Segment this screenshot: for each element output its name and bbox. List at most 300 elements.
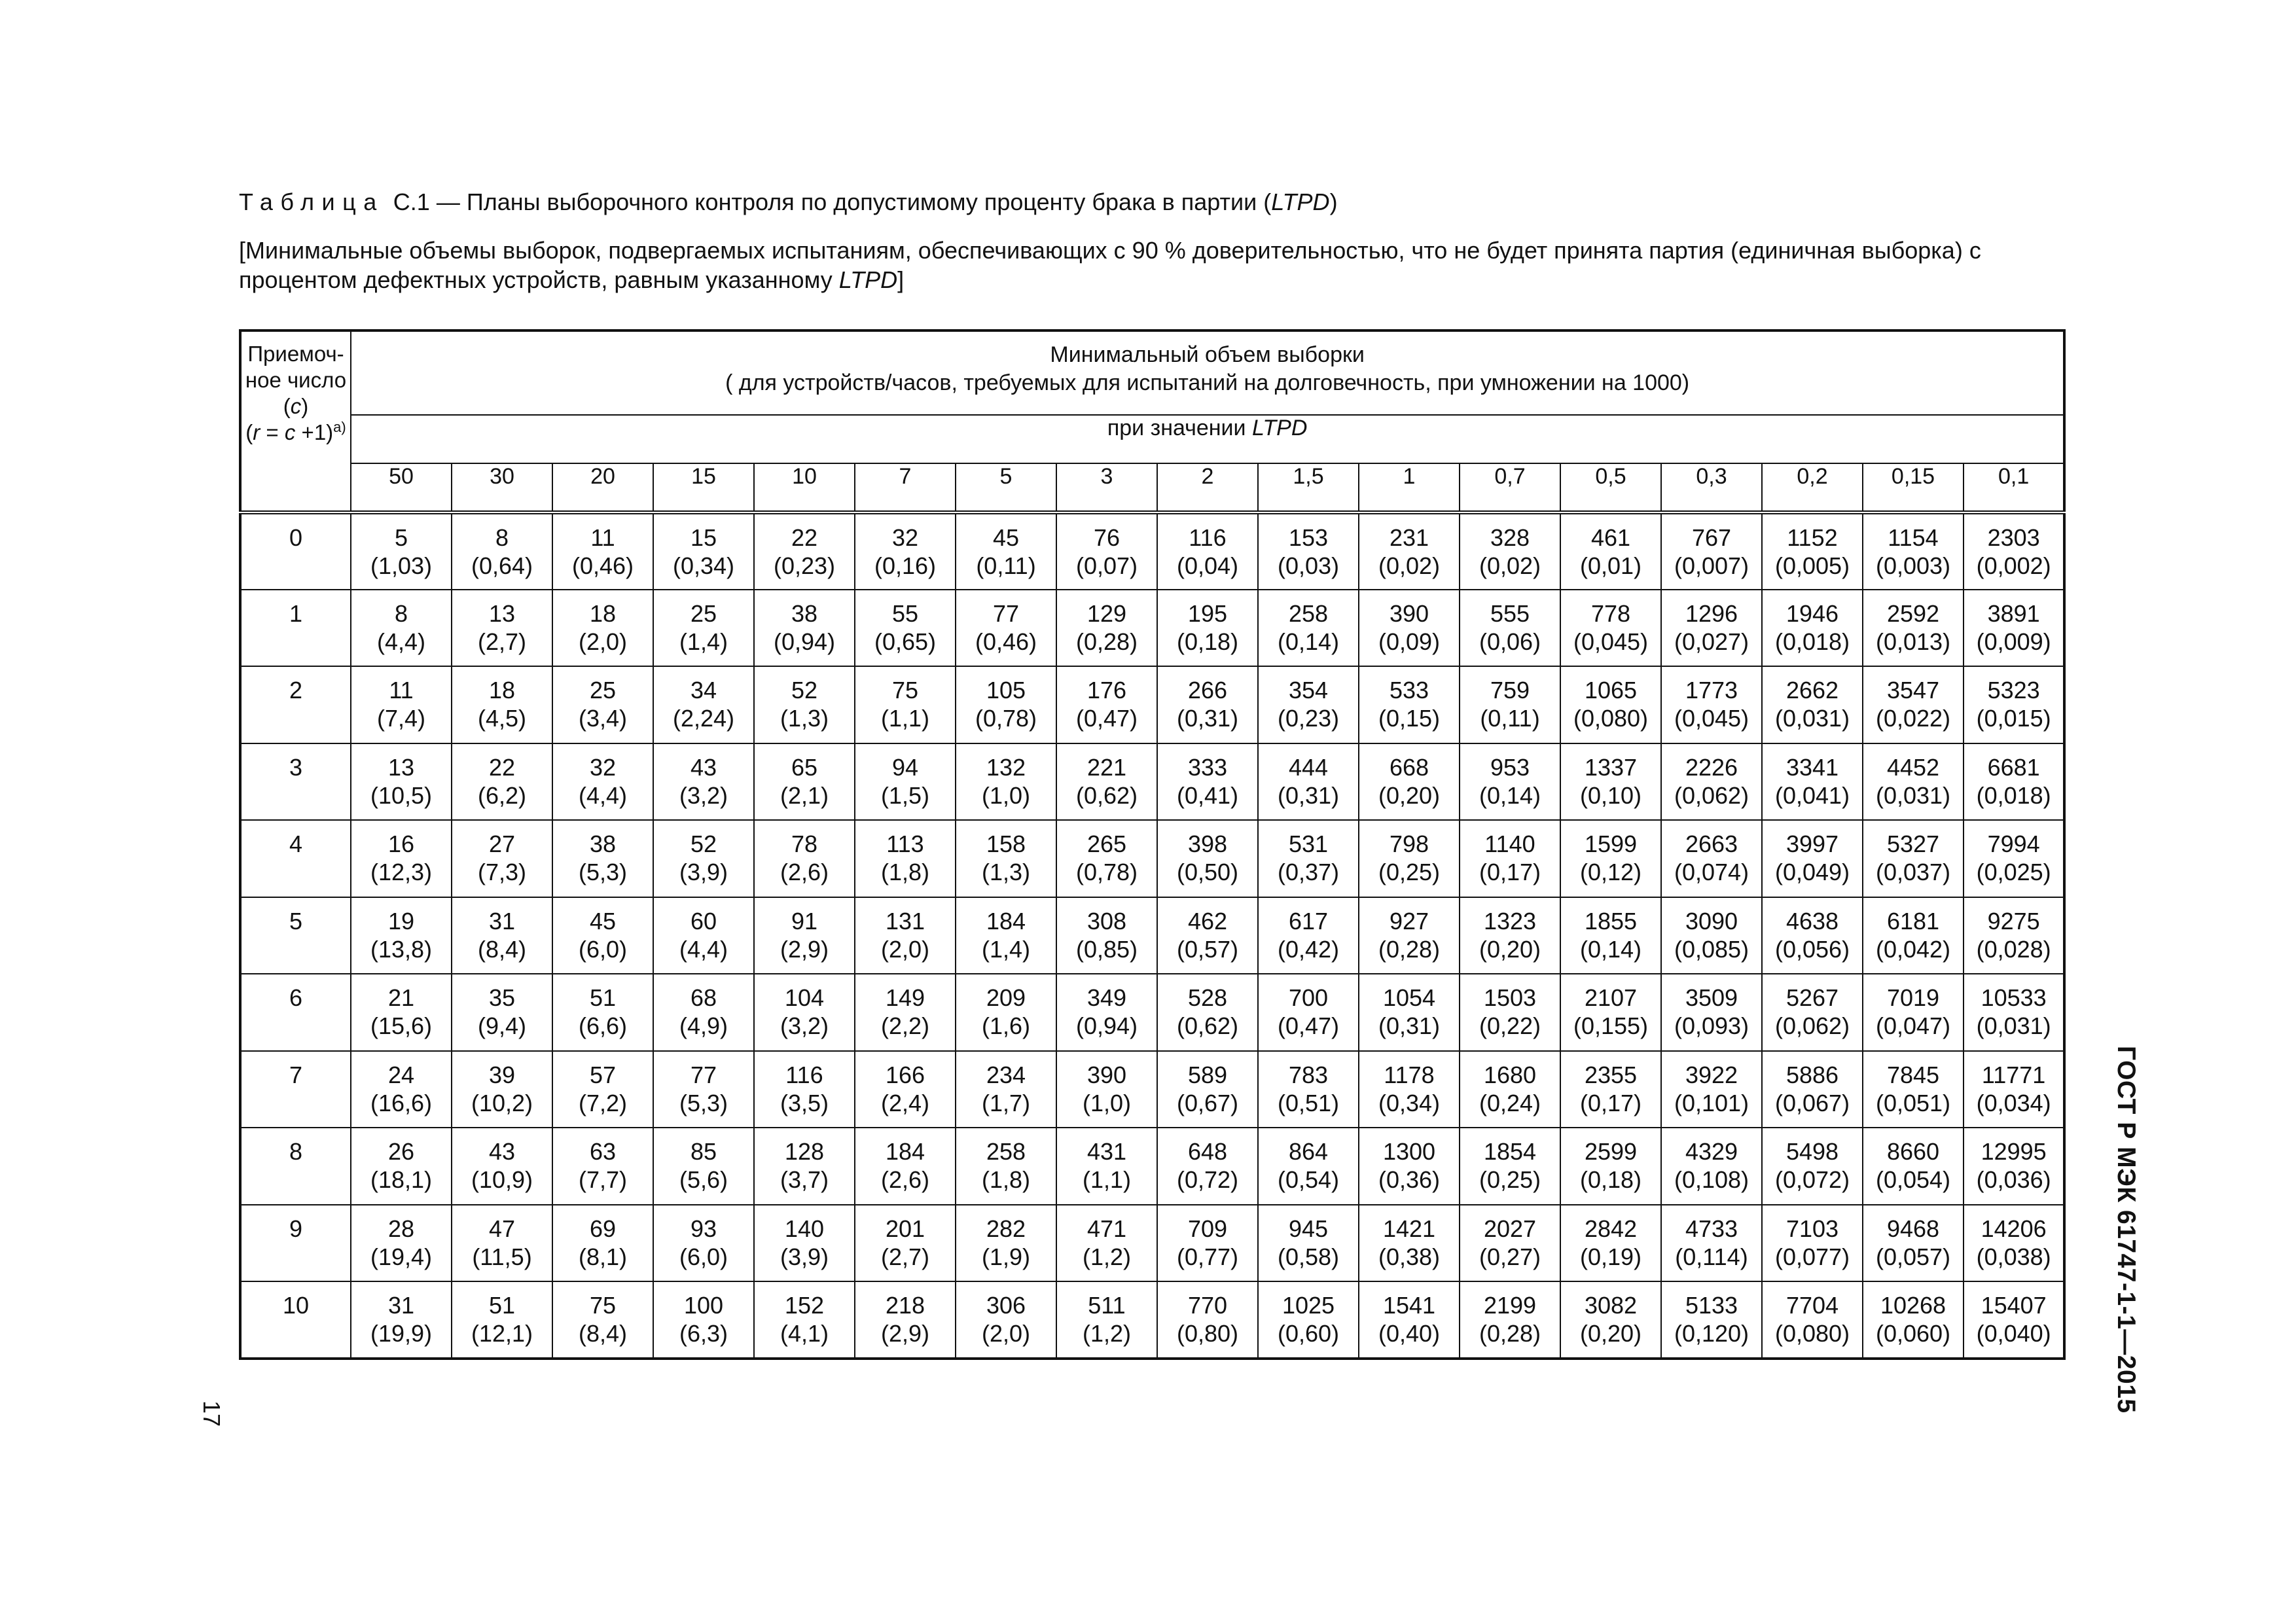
defect-percent-value: (2,0) xyxy=(880,935,930,963)
sample-size-value: 19 xyxy=(387,907,415,935)
sample-size-header xyxy=(351,330,2064,415)
sample-size-value: 1296 xyxy=(1685,599,1738,627)
defect-percent-value: (6,2) xyxy=(477,781,527,809)
defect-percent-value: (0,62) xyxy=(1176,1012,1239,1039)
sample-size-cell xyxy=(1157,743,1258,821)
sample-size-value: 7994 xyxy=(1987,830,2040,857)
sample-size-cell xyxy=(956,1128,1056,1205)
defect-percent-value: (0,94) xyxy=(1075,1012,1138,1039)
ltpd-values-row xyxy=(240,463,2064,512)
sample-size-value: 2663 xyxy=(1685,830,1738,857)
sample-size-value: 195 xyxy=(1187,599,1228,627)
sample-size-cell xyxy=(1661,897,1762,974)
page-number: 17 xyxy=(198,1400,225,1427)
sample-size-value: 28 xyxy=(387,1215,415,1242)
sample-size-value: 11771 xyxy=(1981,1061,2046,1088)
sample-size-value: 1152 xyxy=(1787,524,1838,551)
sample-size-cell xyxy=(351,590,452,667)
defect-percent-value: (0,056) xyxy=(1774,935,1850,963)
equals: = xyxy=(260,420,285,444)
defect-percent-value: (3,9) xyxy=(780,1243,829,1270)
sample-size-cell xyxy=(1964,1281,2064,1359)
acceptance-number-cell: 4 xyxy=(240,820,351,897)
defect-percent-value: (2,7) xyxy=(880,1243,930,1270)
defect-percent-value: (0,50) xyxy=(1176,859,1239,885)
defect-percent-value: (5,6) xyxy=(679,1166,728,1193)
sample-size-value: 45 xyxy=(589,907,617,935)
sample-size-value: 945 xyxy=(1288,1215,1329,1242)
sample-size-value: 24 xyxy=(387,1061,415,1088)
defect-percent-value: (1,2) xyxy=(1082,1320,1132,1347)
defect-percent-value: (0,17) xyxy=(1479,859,1541,885)
defect-percent-value: (3,7) xyxy=(780,1166,829,1193)
sample-size-value: 69 xyxy=(589,1215,617,1242)
defect-percent-value: (0,65) xyxy=(874,628,937,655)
sample-size-value: 1300 xyxy=(1382,1138,1436,1165)
sample-size-value: 26 xyxy=(387,1138,415,1165)
sample-size-cell xyxy=(552,820,653,897)
sample-size-cell xyxy=(956,1051,1056,1128)
sample-size-cell xyxy=(1460,590,1560,667)
defect-percent-value: (0,085) xyxy=(1674,935,1749,963)
defect-percent-value: (12,3) xyxy=(370,859,433,885)
defect-percent-value: (0,11) xyxy=(1480,705,1540,732)
sample-size-cell xyxy=(1762,743,1863,821)
sample-size-cell xyxy=(1661,1051,1762,1128)
sample-size-cell xyxy=(452,666,552,743)
sample-size-cell xyxy=(855,1205,956,1282)
defect-percent-value: (0,034) xyxy=(1976,1089,2051,1116)
defect-percent-value: (0,013) xyxy=(1875,628,1951,655)
sample-size-value: 15 xyxy=(690,524,717,551)
sample-size-cell xyxy=(1258,666,1359,743)
plus-one: +1) xyxy=(295,420,334,444)
defect-percent-value: (0,54) xyxy=(1277,1166,1340,1193)
sample-size-cell xyxy=(1359,897,1460,974)
defect-percent-value: (0,62) xyxy=(1075,781,1138,809)
sample-size-value: 349 xyxy=(1086,984,1127,1011)
sample-size-value: 75 xyxy=(589,1292,617,1319)
sample-size-value: 234 xyxy=(986,1061,1026,1088)
sample-size-value: 176 xyxy=(1086,677,1127,704)
sample-size-value: 52 xyxy=(791,677,818,704)
defect-percent-value: (0,038) xyxy=(1976,1243,2051,1270)
table-subtitle-line2-text: процентом дефектных устройств, равным указанному xyxy=(239,266,839,293)
sample-size-cell xyxy=(1762,1205,1863,1282)
sample-size-value: 7704 xyxy=(1785,1292,1839,1319)
defect-percent-value: (0,077) xyxy=(1774,1243,1850,1270)
defect-percent-value: (0,072) xyxy=(1774,1166,1850,1193)
defect-percent-value: (0,031) xyxy=(1774,705,1850,732)
sample-size-cell xyxy=(754,743,855,821)
document-standard-id: ГОСТ Р МЭК 61747-1-1—2015 xyxy=(2112,1046,2140,1414)
sample-size-value: 152 xyxy=(784,1292,825,1319)
defect-percent-value: (0,23) xyxy=(1277,705,1340,732)
sample-size-cell xyxy=(855,820,956,897)
sample-size-cell xyxy=(351,1051,452,1128)
sample-size-value: 2842 xyxy=(1584,1215,1638,1242)
sample-size-value: 770 xyxy=(1187,1292,1228,1319)
sample-size-cell xyxy=(855,1128,956,1205)
sample-size-cell xyxy=(1258,1205,1359,1282)
sample-size-cell xyxy=(855,897,956,974)
defect-percent-value: (0,093) xyxy=(1674,1012,1749,1039)
footnote-marker: а) xyxy=(333,419,346,435)
sample-size-value: 85 xyxy=(690,1138,717,1165)
defect-percent-value: (0,57) xyxy=(1176,935,1239,963)
sample-size-cell xyxy=(1157,1051,1258,1128)
sample-size-value: 1421 xyxy=(1382,1215,1436,1242)
sample-size-value: 258 xyxy=(1288,599,1329,627)
sample-size-value: 533 xyxy=(1389,677,1429,704)
sample-size-cell xyxy=(1964,1128,2064,1205)
acceptance-number-cell: 1 xyxy=(240,590,351,667)
sample-size-value: 7845 xyxy=(1886,1061,1940,1088)
sample-size-value: 11 xyxy=(590,524,615,551)
defect-percent-value: (4,5) xyxy=(477,705,527,732)
sample-size-value: 166 xyxy=(885,1061,925,1088)
defect-percent-value: (1,2) xyxy=(1082,1243,1132,1270)
defect-percent-value: (0,80) xyxy=(1176,1320,1239,1347)
sample-size-value: 333 xyxy=(1187,753,1228,781)
sample-size-value: 93 xyxy=(690,1215,717,1242)
sample-size-value: 4733 xyxy=(1685,1215,1738,1242)
table-row xyxy=(240,512,2064,590)
sample-size-cell xyxy=(754,1051,855,1128)
sample-size-cell xyxy=(1460,1128,1560,1205)
sample-size-cell xyxy=(754,1128,855,1205)
sample-size-value: 7103 xyxy=(1785,1215,1839,1242)
table-subtitle-close: ] xyxy=(897,266,905,293)
sample-size-value: 5886 xyxy=(1785,1061,1839,1088)
sample-size-cell xyxy=(351,897,452,974)
sample-size-value: 864 xyxy=(1288,1138,1329,1165)
sample-size-cell xyxy=(1157,666,1258,743)
sample-size-cell xyxy=(552,590,653,667)
sample-size-value: 265 xyxy=(1086,830,1127,857)
acceptance-number-cell: 0 xyxy=(240,512,351,590)
sample-size-cell xyxy=(1157,512,1258,590)
sample-size-cell xyxy=(1762,820,1863,897)
defect-percent-value: (5,3) xyxy=(679,1089,728,1116)
sample-size-value: 5133 xyxy=(1685,1292,1738,1319)
defect-percent-value: (0,025) xyxy=(1976,859,2051,885)
sample-size-value: 22 xyxy=(488,753,516,781)
sample-size-value: 22 xyxy=(791,524,818,551)
sample-size-cell xyxy=(1460,1205,1560,1282)
sample-size-cell xyxy=(552,743,653,821)
sample-size-value: 5327 xyxy=(1886,830,1940,857)
sample-size-value: 128 xyxy=(784,1138,825,1165)
sample-size-cell xyxy=(1460,1281,1560,1359)
sample-size-value: 104 xyxy=(784,984,825,1011)
sample-size-cell xyxy=(1560,974,1661,1051)
table-row xyxy=(240,590,2064,667)
defect-percent-value: (0,78) xyxy=(975,705,1037,732)
sample-size-cell xyxy=(754,590,855,667)
sample-size-cell xyxy=(754,1281,855,1359)
sample-size-value: 21 xyxy=(387,984,415,1011)
sample-size-cell xyxy=(653,820,754,897)
defect-percent-value: (0,02) xyxy=(1378,552,1441,579)
sample-size-cell xyxy=(1762,974,1863,1051)
sample-size-value: 2199 xyxy=(1483,1292,1537,1319)
ltpd-value-header: 7 xyxy=(855,463,956,512)
table-subtitle-line1: [Минимальные объемы выборок, подвергаемых испытаниям, обеспечивающих с 90 % доверительностью, что не будет принята партия (единичная выборка) с xyxy=(239,237,1981,264)
sample-size-value: 258 xyxy=(986,1138,1026,1165)
defect-percent-value: (1,4) xyxy=(679,628,728,655)
sample-size-value: 3341 xyxy=(1785,753,1839,781)
sample-size-value: 13 xyxy=(387,753,415,781)
sample-size-value: 5323 xyxy=(1987,677,2040,704)
sample-size-cell xyxy=(1964,512,2064,590)
sample-size-header-line2: ( для устройств/часов, требуемых для испытаний на долговечность, при умножении на 1000) xyxy=(725,370,1690,395)
acceptance-header-line1: Приемоч- xyxy=(247,342,344,366)
sample-size-value: 47 xyxy=(488,1215,516,1242)
sample-size-value: 3922 xyxy=(1685,1061,1738,1088)
sample-size-cell xyxy=(552,1281,653,1359)
sample-size-cell xyxy=(1460,743,1560,821)
defect-percent-value: (0,46) xyxy=(975,628,1037,655)
defect-percent-value: (0,060) xyxy=(1875,1320,1951,1347)
sample-size-cell xyxy=(1056,897,1157,974)
sample-size-cell xyxy=(1258,897,1359,974)
defect-percent-value: (0,20) xyxy=(1579,1320,1642,1347)
defect-percent-value: (1,1) xyxy=(1082,1166,1132,1193)
sample-size-cell xyxy=(552,897,653,974)
sample-size-value: 1323 xyxy=(1483,907,1537,935)
sample-size-cell xyxy=(1460,666,1560,743)
defect-percent-value: (0,018) xyxy=(1976,781,2051,809)
sample-size-value: 2027 xyxy=(1483,1215,1537,1242)
defect-percent-value: (0,002) xyxy=(1976,552,2051,579)
acceptance-header-r xyxy=(242,419,350,446)
sample-size-value: 5 xyxy=(394,524,408,551)
table-title-ltpd: LTPD xyxy=(1271,188,1330,215)
defect-percent-value: (1,8) xyxy=(981,1166,1031,1193)
defect-percent-value: (2,2) xyxy=(880,1012,930,1039)
defect-percent-value: (0,51) xyxy=(1277,1089,1340,1116)
sample-size-cell xyxy=(1863,590,1964,667)
sample-size-cell xyxy=(1560,1128,1661,1205)
defect-percent-value: (0,46) xyxy=(571,552,634,579)
defect-percent-value: (0,040) xyxy=(1976,1320,2051,1347)
sample-size-cell xyxy=(452,590,552,667)
sample-size-cell xyxy=(1056,1128,1157,1205)
sample-size-cell xyxy=(452,1128,552,1205)
table-title xyxy=(239,188,1338,217)
sample-size-value: 266 xyxy=(1187,677,1228,704)
acceptance-number-cell: 9 xyxy=(240,1205,351,1282)
sample-size-value: 132 xyxy=(986,753,1026,781)
defect-percent-value: (11,5) xyxy=(472,1243,532,1270)
ltpd-value-header: 3 xyxy=(1056,463,1157,512)
defect-percent-value: (1,4) xyxy=(981,935,1031,963)
sample-size-cell xyxy=(1258,590,1359,667)
sample-size-cell xyxy=(1056,666,1157,743)
sample-size-cell xyxy=(1157,590,1258,667)
defect-percent-value: (0,14) xyxy=(1479,781,1541,809)
sample-size-value: 783 xyxy=(1288,1061,1329,1088)
defect-percent-value: (1,6) xyxy=(981,1012,1031,1039)
sample-size-cell xyxy=(351,743,452,821)
sample-size-cell xyxy=(552,666,653,743)
defect-percent-value: (0,108) xyxy=(1674,1166,1749,1193)
sample-size-value: 113 xyxy=(886,830,924,857)
sample-size-cell xyxy=(1661,743,1762,821)
defect-percent-value: (0,007) xyxy=(1674,552,1749,579)
sample-size-cell xyxy=(1157,820,1258,897)
sample-size-value: 1541 xyxy=(1382,1292,1436,1319)
sample-size-value: 617 xyxy=(1288,907,1329,935)
sample-size-cell xyxy=(754,512,855,590)
sample-size-value: 184 xyxy=(885,1138,925,1165)
sample-size-cell xyxy=(855,974,956,1051)
defect-percent-value: (3,9) xyxy=(679,859,728,885)
sample-size-value: 709 xyxy=(1187,1215,1228,1242)
table-row xyxy=(240,1281,2064,1359)
defect-percent-value: (0,41) xyxy=(1176,781,1239,809)
defect-percent-value: (6,0) xyxy=(679,1243,728,1270)
sample-size-cell xyxy=(1258,1281,1359,1359)
defect-percent-value: (8,1) xyxy=(578,1243,628,1270)
sample-size-value: 4638 xyxy=(1785,907,1839,935)
sample-size-cell xyxy=(351,1128,452,1205)
sample-size-cell xyxy=(653,1051,754,1128)
sample-size-cell xyxy=(1359,1128,1460,1205)
sample-size-cell xyxy=(1762,1281,1863,1359)
defect-percent-value: (0,72) xyxy=(1176,1166,1239,1193)
sample-size-value: 927 xyxy=(1389,907,1429,935)
sample-size-value: 11 xyxy=(389,677,414,704)
defect-percent-value: (2,7) xyxy=(477,628,527,655)
defect-percent-value: (16,6) xyxy=(370,1089,433,1116)
defect-percent-value: (0,15) xyxy=(1378,705,1441,732)
sample-size-cell xyxy=(351,1205,452,1282)
sample-size-value: 16 xyxy=(387,830,415,857)
table-title-label: Таблица xyxy=(239,188,384,215)
sample-size-cell xyxy=(653,1281,754,1359)
sample-size-cell xyxy=(1964,743,2064,821)
sample-size-cell xyxy=(452,743,552,821)
ltpd-value-header: 10 xyxy=(754,463,855,512)
sample-size-cell xyxy=(452,974,552,1051)
sample-size-cell xyxy=(1056,1205,1157,1282)
sample-size-cell xyxy=(653,512,754,590)
sample-size-value: 221 xyxy=(1086,753,1127,781)
sample-size-value: 1773 xyxy=(1685,677,1738,704)
sample-size-cell xyxy=(1560,897,1661,974)
sample-size-value: 2303 xyxy=(1987,524,2040,551)
defect-percent-value: (0,015) xyxy=(1976,705,2051,732)
defect-percent-value: (0,01) xyxy=(1579,552,1642,579)
sample-size-cell xyxy=(754,974,855,1051)
sample-size-cell xyxy=(1964,820,2064,897)
sample-size-cell xyxy=(653,974,754,1051)
sample-size-cell xyxy=(1964,590,2064,667)
defect-percent-value: (0,027) xyxy=(1674,628,1749,655)
sample-size-cell xyxy=(1056,820,1157,897)
defect-percent-value: (0,037) xyxy=(1875,859,1951,885)
sample-size-cell xyxy=(1964,1051,2064,1128)
sample-size-cell xyxy=(351,820,452,897)
defect-percent-value: (1,5) xyxy=(880,781,930,809)
table-row xyxy=(240,1205,2064,1282)
sample-size-cell xyxy=(1258,1051,1359,1128)
acceptance-number-cell: 7 xyxy=(240,1051,351,1128)
ltpd-value-header: 0,3 xyxy=(1661,463,1762,512)
sample-size-value: 4329 xyxy=(1685,1138,1738,1165)
sample-size-cell xyxy=(1460,897,1560,974)
defect-percent-value: (3,5) xyxy=(780,1089,829,1116)
sample-size-value: 668 xyxy=(1389,753,1429,781)
defect-percent-value: (0,03) xyxy=(1277,552,1340,579)
sample-size-value: 149 xyxy=(885,984,925,1011)
sample-size-value: 201 xyxy=(885,1215,925,1242)
defect-percent-value: (4,4) xyxy=(578,781,628,809)
sample-size-value: 2599 xyxy=(1584,1138,1638,1165)
sample-size-value: 12995 xyxy=(1981,1138,2047,1165)
sample-size-value: 308 xyxy=(1086,907,1127,935)
sample-size-value: 78 xyxy=(791,830,818,857)
sample-size-cell xyxy=(1560,743,1661,821)
sample-size-value: 18 xyxy=(589,599,617,627)
defect-percent-value: (1,0) xyxy=(1082,1089,1132,1116)
sample-size-cell xyxy=(956,897,1056,974)
sample-size-value: 25 xyxy=(589,677,617,704)
sample-size-value: 1178 xyxy=(1384,1061,1435,1088)
sample-size-value: 531 xyxy=(1288,830,1329,857)
defect-percent-value: (0,031) xyxy=(1976,1012,2051,1039)
sample-size-cell xyxy=(1863,1281,1964,1359)
defect-percent-value: (0,85) xyxy=(1075,935,1138,963)
sample-size-value: 13 xyxy=(488,599,516,627)
defect-percent-value: (0,018) xyxy=(1774,628,1850,655)
sample-size-value: 209 xyxy=(986,984,1026,1011)
defect-percent-value: (2,9) xyxy=(780,935,829,963)
defect-percent-value: (0,40) xyxy=(1378,1320,1441,1347)
sample-size-value: 43 xyxy=(488,1138,516,1165)
sample-size-value: 5267 xyxy=(1785,984,1839,1011)
defect-percent-value: (0,31) xyxy=(1277,781,1340,809)
sample-size-cell xyxy=(1359,1051,1460,1128)
defect-percent-value: (0,37) xyxy=(1277,859,1340,885)
sample-size-value: 38 xyxy=(589,830,617,857)
sample-size-cell xyxy=(1863,512,1964,590)
sample-size-value: 1503 xyxy=(1483,984,1537,1011)
sample-size-cell xyxy=(855,1281,956,1359)
ltpd-value-header: 20 xyxy=(552,463,653,512)
defect-percent-value: (0,009) xyxy=(1976,628,2051,655)
sample-size-value: 354 xyxy=(1288,677,1329,704)
ltpd-value-header: 50 xyxy=(351,463,452,512)
table-title-text: С.1 — Планы выборочного контроля по допустимому проценту брака в партии ( xyxy=(386,188,1272,215)
sample-size-cell xyxy=(351,666,452,743)
sample-size-cell xyxy=(855,1051,956,1128)
defect-percent-value: (0,080) xyxy=(1573,705,1649,732)
sample-size-cell xyxy=(1964,897,2064,974)
sample-size-value: 2355 xyxy=(1584,1061,1638,1088)
ltpd-caption-row xyxy=(240,415,2064,463)
sample-size-cell xyxy=(1258,1128,1359,1205)
sample-size-cell xyxy=(1460,512,1560,590)
sample-size-value: 462 xyxy=(1187,907,1228,935)
acceptance-number-cell: 5 xyxy=(240,897,351,974)
sample-size-value: 778 xyxy=(1590,599,1631,627)
sample-size-cell xyxy=(1359,512,1460,590)
defect-percent-value: (6,3) xyxy=(679,1320,728,1347)
defect-percent-value: (7,4) xyxy=(376,705,426,732)
